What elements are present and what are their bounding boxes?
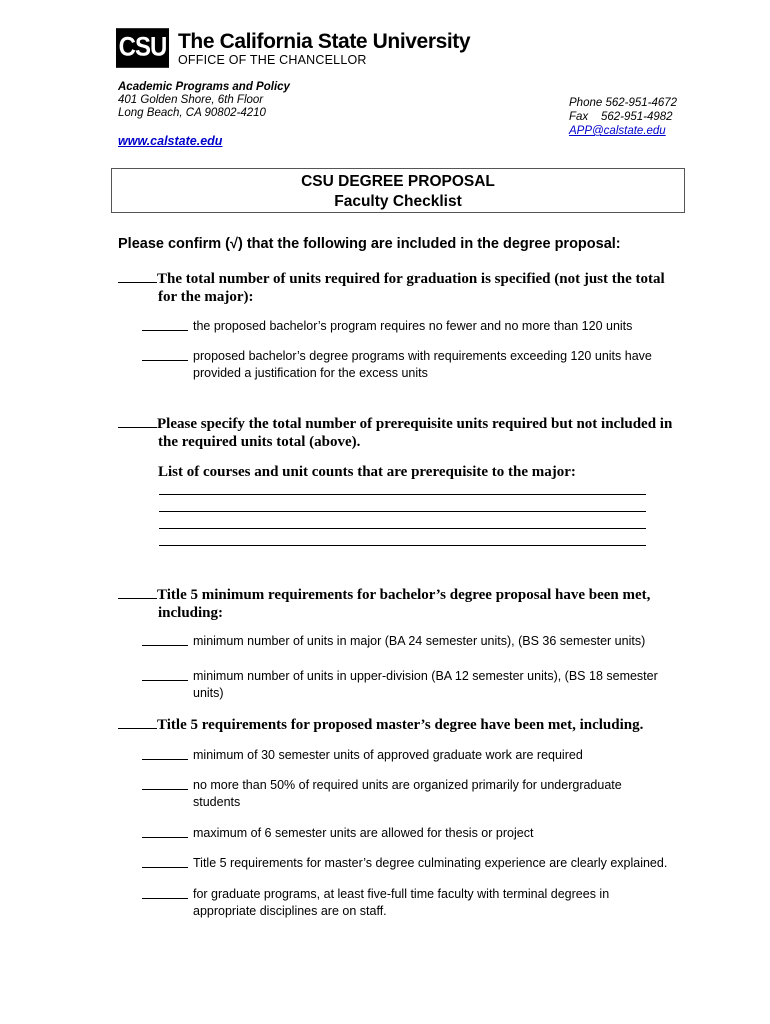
list-item: maximum of 6 semester units are allowed for thesis or project <box>142 825 682 842</box>
list-item: no more than 50% of required units are organized primarily for undergraduate students <box>142 777 652 811</box>
address-line-1: 401 Golden Shore, 6th Floor <box>118 94 264 106</box>
checkbox-blank[interactable] <box>142 633 188 646</box>
website-link[interactable]: www.calstate.edu <box>118 134 223 148</box>
list-item: minimum number of units in major (BA 24 semester units), (BS 36 semester units) <box>142 633 682 650</box>
section-bachelor-heading: Title 5 minimum requirements for bachelor’s degree proposal have been met, <box>157 587 651 603</box>
prereq-entry-line[interactable] <box>159 528 646 529</box>
document-title-box <box>111 168 685 213</box>
section-bachelor-heading-cont: including: <box>158 605 224 621</box>
contact-block <box>569 96 677 138</box>
list-item: proposed bachelor’s degree programs with requirements exceeding 120 units have provided a justification for the excess units <box>142 348 672 382</box>
list-item: for graduate programs, at least five-full time faculty with terminal degrees in appropriate disciplines are on staff. <box>142 886 642 920</box>
checkbox-blank[interactable] <box>118 270 157 283</box>
list-item: minimum number of units in upper-division (BA 12 semester units), (BS 18 semester units) <box>142 668 677 702</box>
phone-number: Phone 562-951-4672 <box>569 97 678 109</box>
org-subtitle: OFFICE OF THE CHANCELLOR <box>178 53 367 67</box>
csu-logo: CSU <box>116 28 169 68</box>
checkbox-blank[interactable] <box>142 777 188 790</box>
org-name: The California State University <box>178 30 471 53</box>
confirm-instruction: Please confirm (√) that the following are included in the degree proposal: <box>118 236 621 252</box>
fax-number: Fax 562-951-4982 <box>569 111 673 123</box>
prereq-entry-line[interactable] <box>159 494 646 495</box>
address-block <box>118 81 290 120</box>
prereq-entry-line[interactable] <box>159 545 646 546</box>
document-title: CSU DEGREE PROPOSAL <box>301 173 495 190</box>
checkbox-blank[interactable] <box>142 747 188 760</box>
checkbox-blank[interactable] <box>142 668 188 681</box>
document-subtitle: Faculty Checklist <box>334 193 462 210</box>
checkbox-blank[interactable] <box>142 348 188 361</box>
list-item: minimum of 30 semester units of approved graduate work are required <box>142 747 682 764</box>
list-item: the proposed bachelor’s program requires no fewer and no more than 120 units <box>142 318 682 335</box>
section-units-heading: The total number of units required for graduation is specified (not just the total <box>157 271 665 287</box>
checkbox-blank[interactable] <box>142 855 188 868</box>
section-units <box>118 270 688 306</box>
checkbox-blank[interactable] <box>118 415 157 428</box>
section-prereq <box>118 415 698 451</box>
email-link[interactable]: APP@calstate.edu <box>569 125 666 137</box>
checkbox-blank[interactable] <box>118 716 157 729</box>
section-prereq-heading: Please specify the total number of prerequisite units required but not included in <box>157 416 673 432</box>
address-line-2: Long Beach, CA 90802-4210 <box>118 107 266 119</box>
checkbox-blank[interactable] <box>142 886 188 899</box>
checkbox-blank[interactable] <box>118 586 157 599</box>
section-prereq-heading-cont: the required units total (above). <box>158 434 361 450</box>
section-bachelor <box>118 586 698 622</box>
department-name: Academic Programs and Policy <box>118 81 290 93</box>
section-units-heading-cont: for the major): <box>158 289 254 305</box>
list-item: Title 5 requirements for master’s degree culminating experience are clearly explained. <box>142 855 702 872</box>
prereq-entry-line[interactable] <box>159 511 646 512</box>
checkbox-blank[interactable] <box>142 825 188 838</box>
prereq-list-label: List of courses and unit counts that are prerequisite to the major: <box>158 464 576 480</box>
section-master <box>118 716 698 734</box>
checkbox-blank[interactable] <box>142 318 188 331</box>
section-master-heading: Title 5 requirements for proposed master’s degree have been met, including. <box>157 717 644 733</box>
